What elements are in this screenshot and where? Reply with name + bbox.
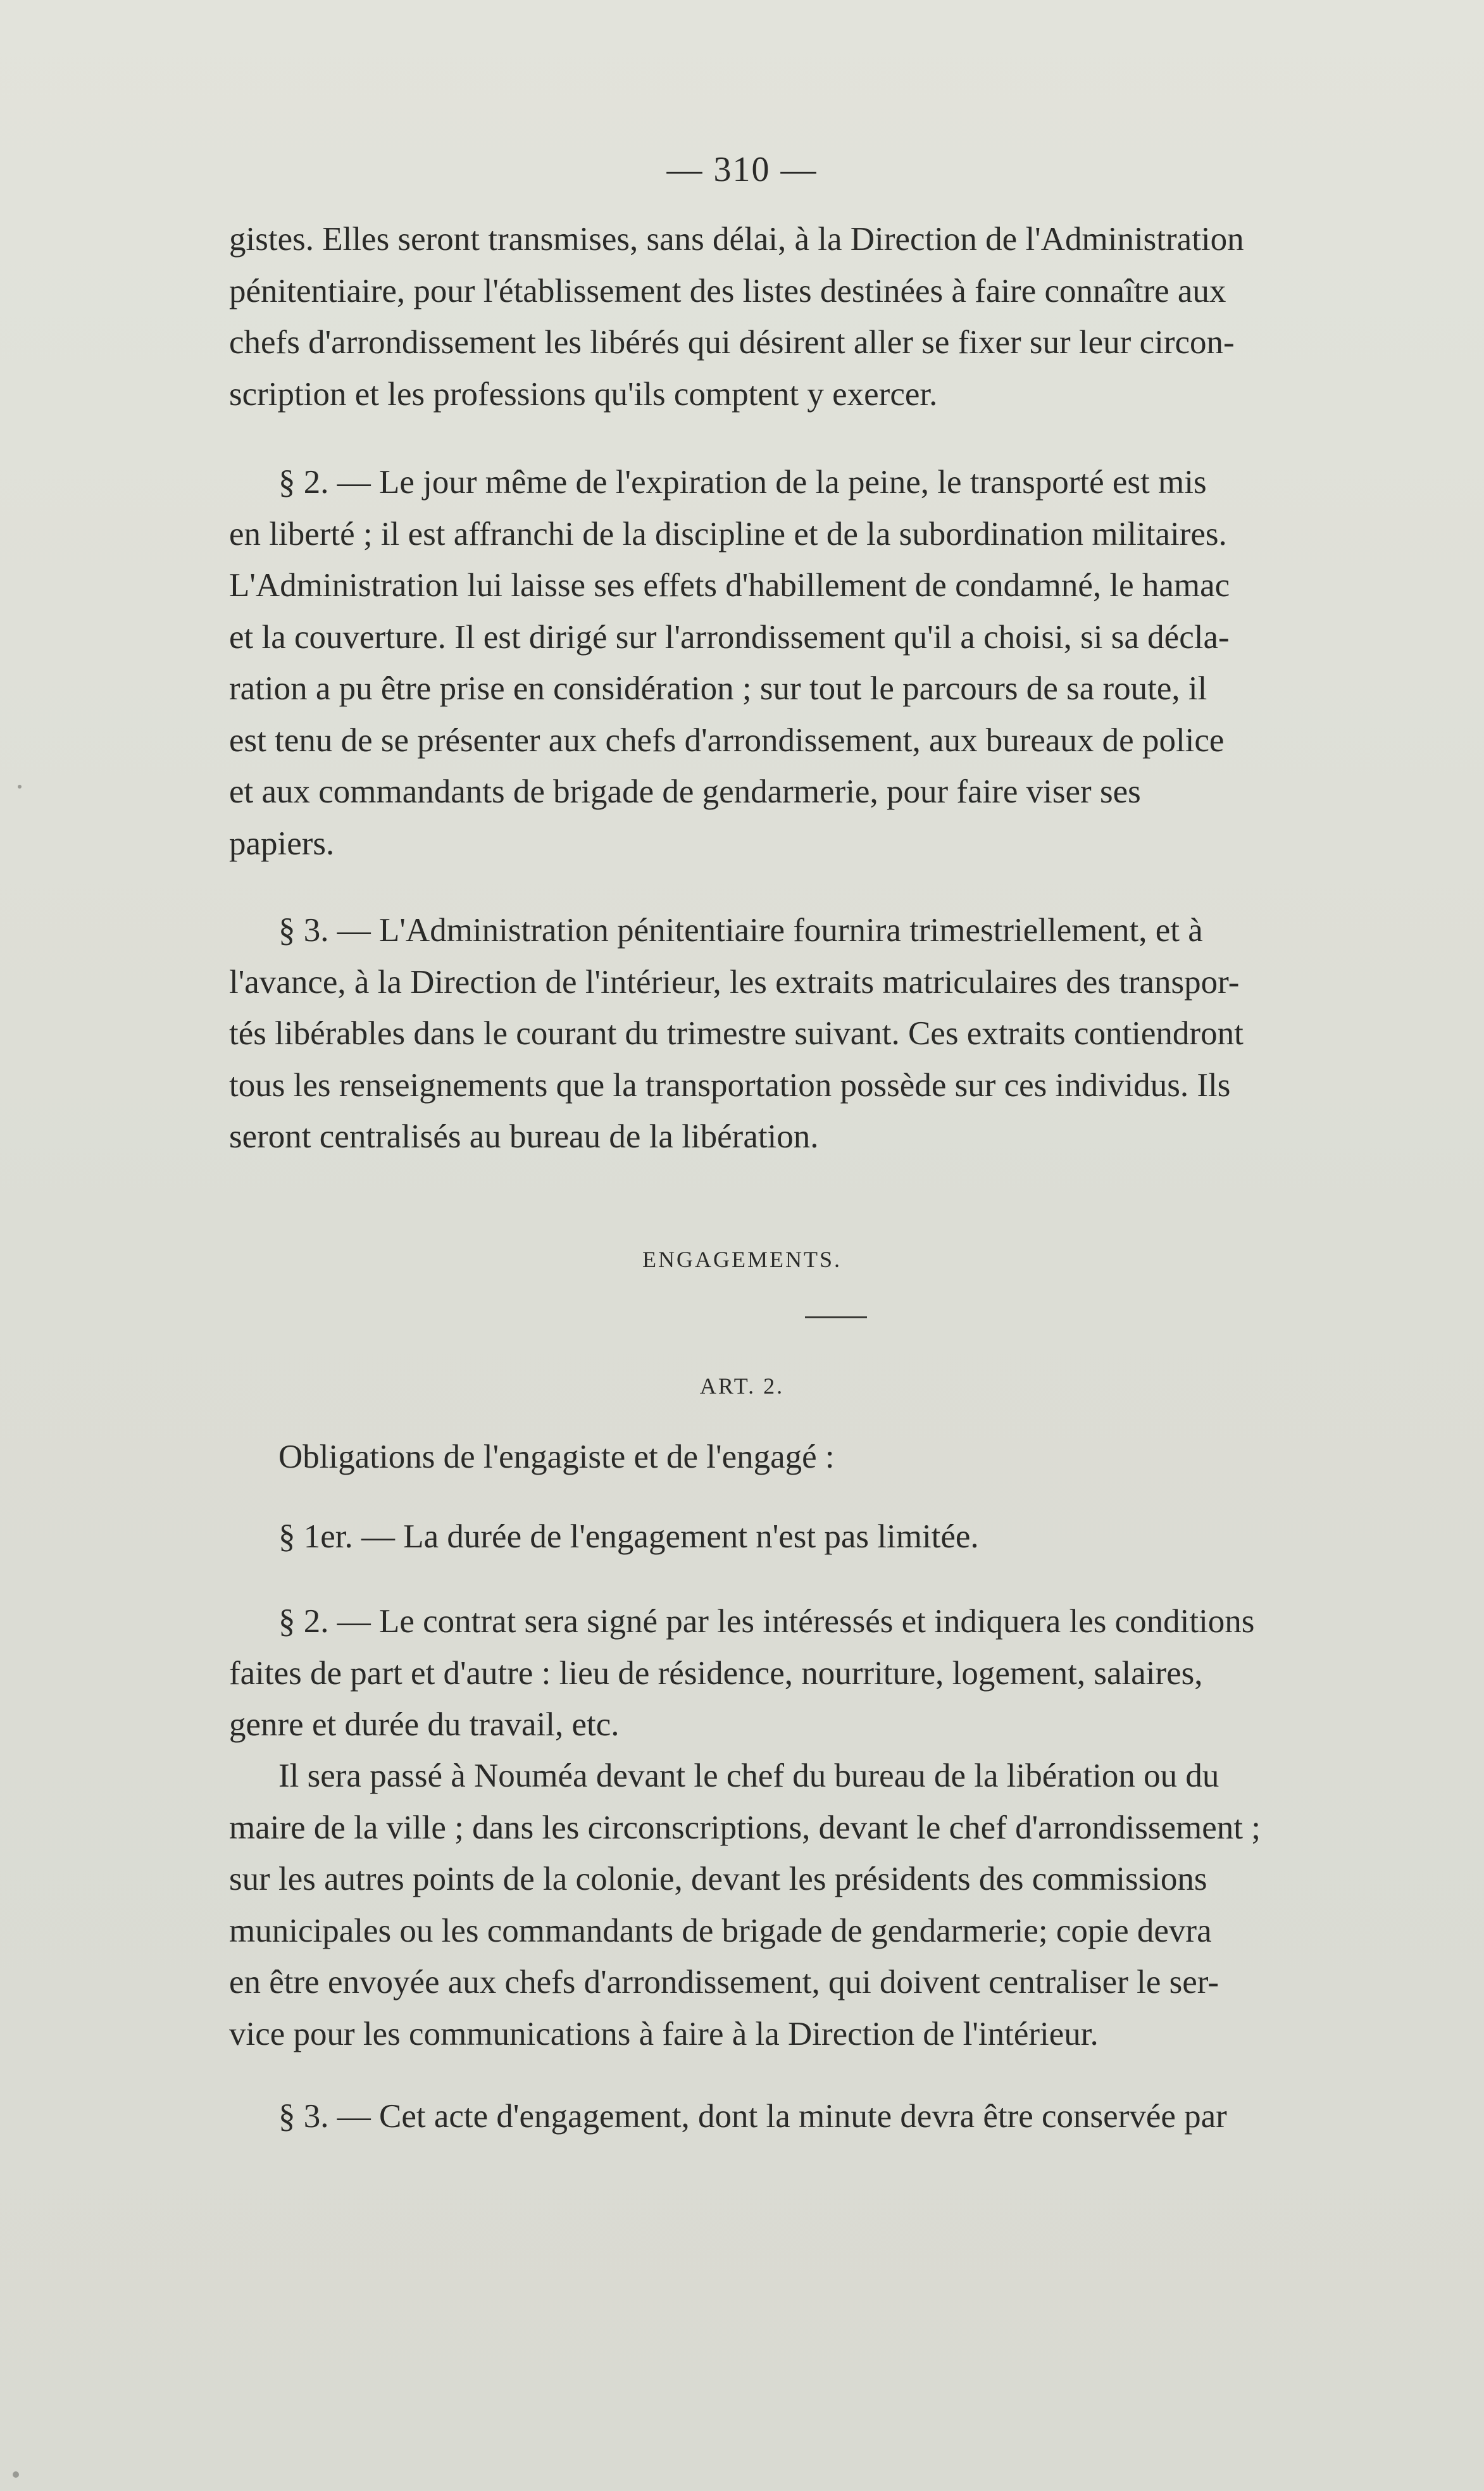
paper-speck [13,2471,19,2478]
line: faites de part et d'autre : lieu de résidence, nourriture, logement, salaires, [229,1654,1203,1692]
line: maire de la ville ; dans les circonscriptions, devant le chef d'arrondissement ; [229,1809,1261,1846]
line: papiers. [229,825,335,862]
article-2-paragraph-2b [229,1751,1435,2060]
line: sur les autres points de la colonie, devant les présidents des commissions [229,1861,1207,1897]
paper-speck [18,785,22,789]
line: et aux commandants de brigade de gendarmerie, pour faire viser ses [229,773,1141,810]
line: § 1er. — La durée de l'engagement n'est pas limitée. [278,1518,979,1555]
line: tés libérables dans le courant du trimestre suivant. Ces extraits contiendront [229,1015,1244,1052]
line: en être envoyée aux chefs d'arrondissement, qui doivent centraliser le ser- [229,1964,1219,2001]
line: en liberté ; il est affranchi de la discipline et de la subordination militaires. [229,515,1227,553]
article-2-paragraph-1 [229,1511,1435,1563]
line: Il sera passé à Nouméa devant le chef du bureau de la libération ou du [278,1757,1219,1794]
paragraph-3 [229,905,1435,1163]
line: municipales ou les commandants de brigade de gendarmerie; copie devra [229,1912,1212,1949]
line: chefs d'arrondissement les libérés qui désirent aller se fixer sur leur circon- [229,324,1235,361]
section-divider [805,1316,867,1318]
line: pénitentiaire, pour l'établissement des listes destinées à faire connaître aux [229,272,1226,309]
line: § 2. — Le contrat sera signé par les intéressés et indiquera les conditions [278,1603,1255,1640]
line: gistes. Elles seront transmises, sans délai, à la Direction de l'Administration [229,221,1244,258]
line: § 3. — Cet acte d'engagement, dont la minute devra être conservée par [278,2098,1227,2135]
line: tous les renseignements que la transportation possède sur ces individus. Ils [229,1066,1231,1104]
continuation-paragraph [229,214,1435,420]
line: scription et les professions qu'ils comptent y exercer. [229,375,938,413]
line: Obligations de l'engagiste et de l'engagé : [278,1439,835,1475]
section-heading: ENGAGEMENTS. [642,1247,842,1272]
line: seront centralisés au bureau de la libération. [229,1118,819,1155]
line: est tenu de se présenter aux chefs d'arrondissement, aux bureaux de police [229,721,1225,759]
line: vice pour les communications à faire à la Direction de l'intérieur. [229,2015,1099,2052]
line: ration a pu être prise en considération ; sur tout le parcours de sa route, il [229,670,1207,707]
line: § 2. — Le jour même de l'expiration de la peine, le transporté est mis [278,464,1207,501]
line: genre et durée du travail, etc. [229,1706,620,1743]
article-2-paragraph-2 [229,1596,1435,1751]
line: L'Administration lui laisse ses effets d'habillement de condamné, le hamac [229,567,1230,604]
page-number: — 310 — [666,150,818,189]
paragraph-2 [229,457,1435,870]
line: et la couverture. Il est dirigé sur l'arrondissement qu'il a choisi, si sa décla- [229,618,1230,656]
article-heading: ART. 2. [699,1373,785,1399]
article-2-paragraph-3 [229,2091,1435,2143]
line: § 3. — L'Administration pénitentiaire fournira trimestriellement, et à [278,912,1203,949]
line: l'avance, à la Direction de l'intérieur, les extraits matriculaires des transpor- [229,963,1240,1001]
obligations-intro [229,1432,1435,1483]
